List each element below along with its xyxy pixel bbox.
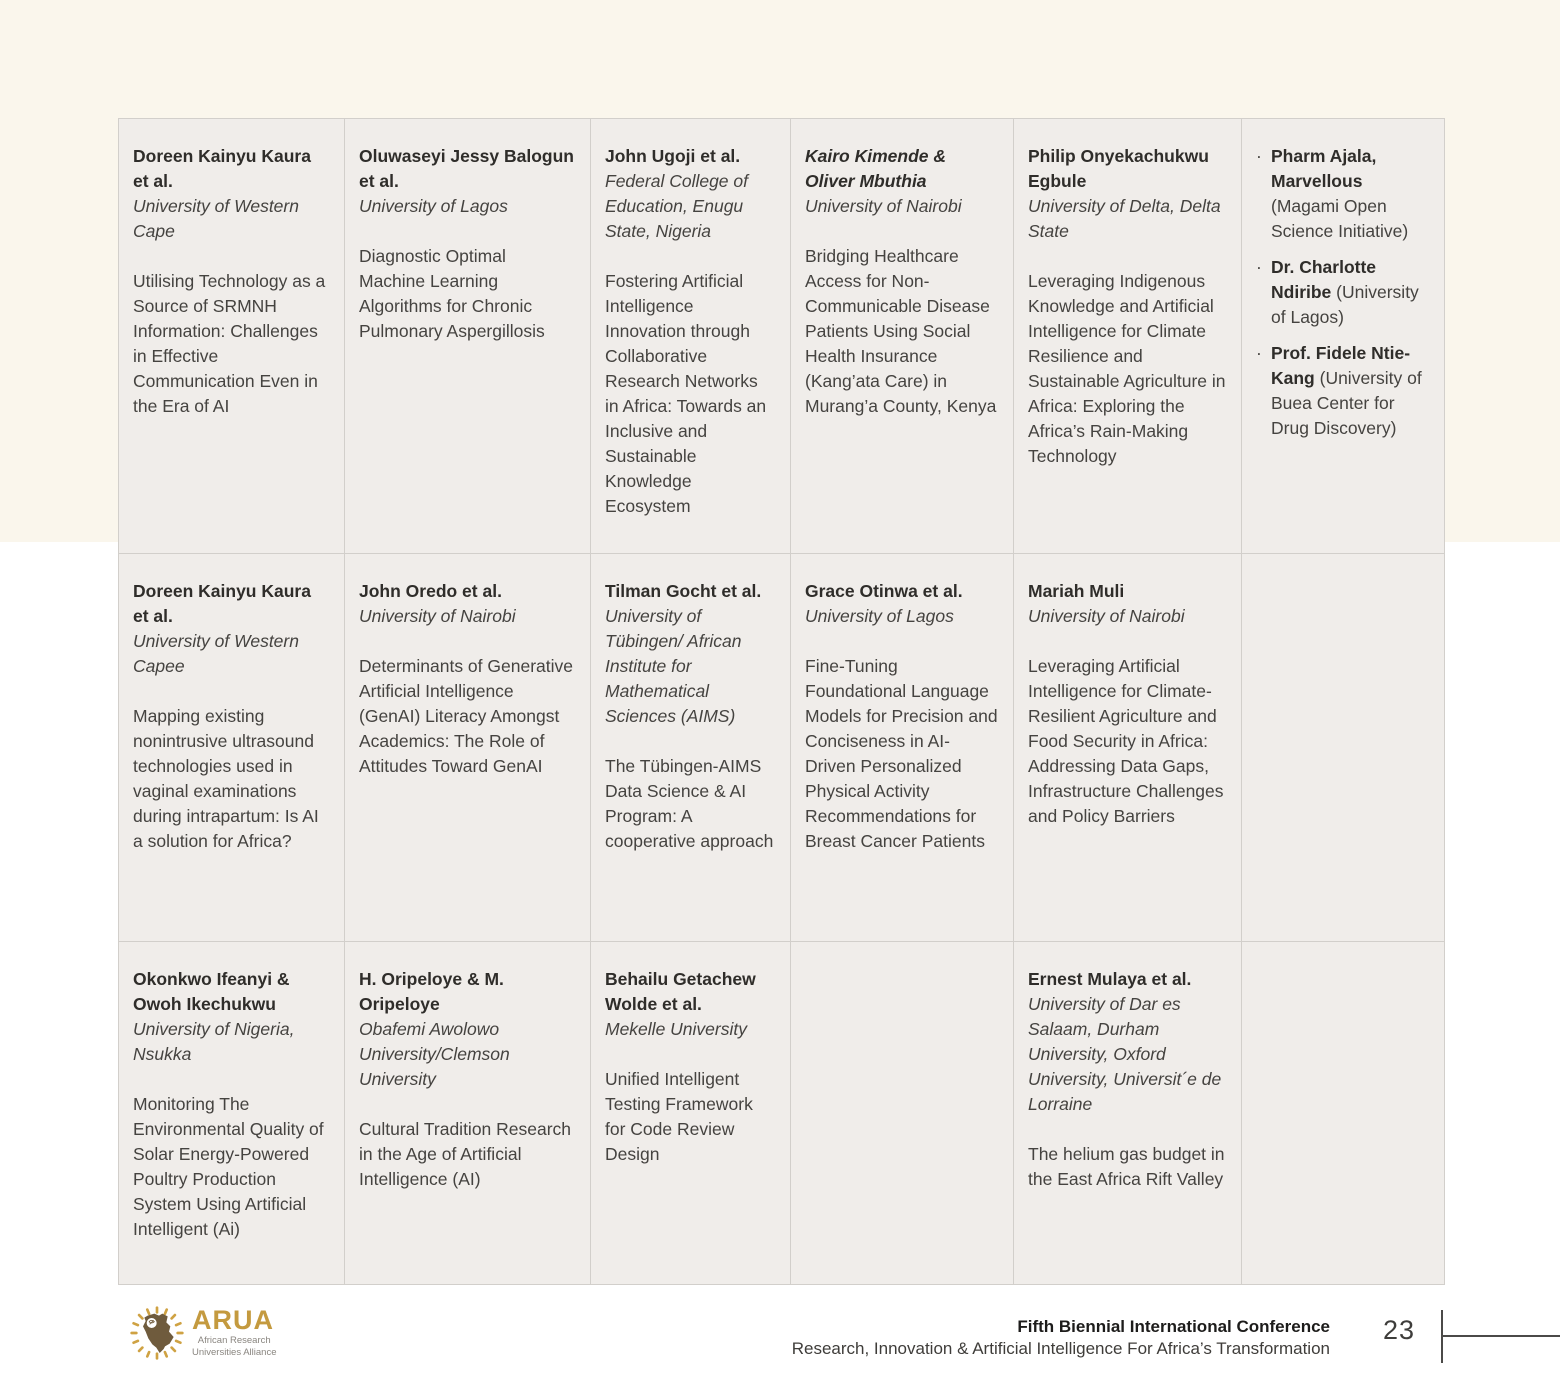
presenter-affiliation: University of Nairobi <box>1028 606 1185 626</box>
table-cell <box>791 554 1014 942</box>
chair-name: Pharm Ajala, Marvellous <box>1271 146 1377 191</box>
chair-name: Dr. Charlotte Ndiribe <box>1271 257 1377 302</box>
presenter-affiliation: University of Western Cape <box>133 196 299 241</box>
presenter-affiliation: University of Nairobi <box>359 606 516 626</box>
arua-logo <box>129 1305 276 1361</box>
bullet-icon: · <box>1256 146 1262 166</box>
paper-title: Utilising Technology as a Source of SRMNH Information: Challenges in Effective Communication Even in the Era of AI <box>133 271 326 416</box>
presenter-affiliation: University of Lagos <box>805 606 954 626</box>
presenter-name: Philip Onyekachukwu Egbule <box>1028 146 1209 191</box>
africa-silhouette <box>143 1314 174 1353</box>
table-cell <box>591 119 791 554</box>
bullet-icon: · <box>1256 257 1262 277</box>
paper-title: Diagnostic Optimal Machine Learning Algorithms for Chronic Pulmonary Aspergillosis <box>359 246 545 341</box>
paper-title: Determinants of Generative Artificial Intelligence (GenAI) Literacy Amongst Academics: The Role of Attitudes Toward GenAI <box>359 656 573 776</box>
presenter-name: John Ugoji et al. <box>605 146 741 166</box>
paper-title: Cultural Tradition Research in the Age of Artificial Intelligence (AI) <box>359 1119 572 1189</box>
arua-tagline <box>192 1335 276 1359</box>
table-cell <box>591 554 791 942</box>
paper-title: Leveraging Indigenous Knowledge and Artificial Intelligence for Climate Resilience and Sustainable Agriculture in Africa: Exploring the Africa’s Rain-Making Technology <box>1028 271 1226 466</box>
paper-title: Mapping existing nonintrusive ultrasound technologies used in vaginal examinations during intrapartum: Is AI a solution for Africa? <box>133 706 319 851</box>
table-cell <box>119 942 345 1284</box>
table-cell <box>1242 119 1444 554</box>
presenter-name: Ernest Mulaya et al. <box>1028 969 1192 989</box>
conference-title: Fifth Biennial International Conference <box>1017 1317 1330 1336</box>
bullet-icon: · <box>1256 343 1262 363</box>
chair-list-item <box>1256 255 1429 330</box>
paper-title: Monitoring The Environmental Quality of Solar Energy-Powered Poultry Production System Using Artificial Intelligent (Ai) <box>133 1094 324 1239</box>
presenter-affiliation: University of Western Capee <box>133 631 299 676</box>
presenter-name: Mariah Muli <box>1028 581 1125 601</box>
presenter-name: Oluwaseyi Jessy Balogun et al. <box>359 146 574 191</box>
presenter-name: H. Oripeloye & M. Oripeloye <box>359 969 504 1014</box>
conference-subtitle: Research, Innovation & Artificial Intelligence For Africa’s Transformation <box>791 1339 1330 1358</box>
presenter-name: Behailu Getachew Wolde et al. <box>605 969 756 1014</box>
presenter-affiliation: University of Tübingen/ African Institute for Mathematical Sciences (AIMS) <box>605 606 742 726</box>
arua-acronym: ARUA <box>192 1305 274 1335</box>
table-cell <box>1014 119 1242 554</box>
presenter-affiliation: University of Nigeria, Nsukka <box>133 1019 295 1064</box>
table-cell <box>345 942 591 1284</box>
presenter-name: Doreen Kainyu Kaura et al. <box>133 581 311 626</box>
chair-text: Pharm Ajala, Marvellous (Magami Open Science Initiative) <box>1271 146 1409 241</box>
arua-logo-icon <box>129 1305 185 1361</box>
presenter-name: Doreen Kainyu Kaura et al. <box>133 146 311 191</box>
table-cell <box>119 119 345 554</box>
page-number-mark-horizontal <box>1441 1335 1560 1337</box>
table-cell-empty <box>1242 942 1444 1284</box>
paper-title: Bridging Healthcare Access for Non-Communicable Disease Patients Using Social Health Insurance (Kang’ata Care) in Murang’a County, Kenya <box>805 246 997 416</box>
table-cell <box>791 119 1014 554</box>
paper-title: Fostering Artificial Intelligence Innovation through Collaborative Research Networks in Africa: Towards an Inclusive and Sustainable Knowledge Ecosystem <box>605 271 767 516</box>
table-cell <box>1014 554 1242 942</box>
arua-tagline-line1: African Research <box>197 1335 271 1346</box>
table-cell <box>345 554 591 942</box>
presenter-affiliation: University of Nairobi <box>805 196 962 216</box>
table-cell-empty <box>791 942 1014 1284</box>
table-cell <box>1014 942 1242 1284</box>
table-cell-empty <box>1242 554 1444 942</box>
chair-name: Prof. Fidele Ntie-Kang <box>1271 343 1411 388</box>
arua-tagline-line2: Universities Alliance <box>192 1347 277 1358</box>
paper-title: Fine-Tuning Foundational Language Models for Precision and Conciseness in AI-Driven Personalized Physical Activity Recommendations for Breast Cancer Patients <box>805 656 998 851</box>
paper-title: The helium gas budget in the East Africa Rift Valley <box>1028 1144 1225 1189</box>
presenter-affiliation: University of Lagos <box>359 196 508 216</box>
chair-list-item <box>1256 144 1429 244</box>
table-cell <box>591 942 791 1284</box>
presenter-affiliation: Federal College of Education, Enugu State, Nigeria <box>605 171 748 241</box>
presenter-name: Kairo Kimende & Oliver Mbuthia <box>805 146 946 191</box>
presenter-affiliation: University of Dar es Salaam, Durham University, Oxford University, Universit´e de Lorraine <box>1028 994 1222 1114</box>
presenter-name: Grace Otinwa et al. <box>805 581 963 601</box>
presenter-name: Okonkwo Ifeanyi & Owoh Ikechukwu <box>133 969 290 1014</box>
arua-logo-text <box>192 1307 276 1359</box>
table-cell <box>345 119 591 554</box>
paper-title: The Tübingen-AIMS Data Science & AI Program: A cooperative approach <box>605 756 774 851</box>
presenter-name: John Oredo et al. <box>359 581 502 601</box>
paper-title: Unified Intelligent Testing Framework for Code Review Design <box>605 1069 753 1164</box>
presenter-name: Tilman Gocht et al. <box>605 581 762 601</box>
footer-conference-text <box>610 1316 1330 1360</box>
presenter-affiliation: University of Delta, Delta State <box>1028 196 1221 241</box>
chair-text: Dr. Charlotte Ndiribe (University of Lagos) <box>1271 257 1419 327</box>
page-number: 23 <box>1383 1315 1416 1345</box>
presenter-affiliation: Mekelle University <box>605 1019 747 1039</box>
paper-title: Leveraging Artificial Intelligence for Climate-Resilient Agriculture and Food Security in Africa: Addressing Data Gaps, Infrastructure Challenges and Policy Barriers <box>1028 656 1224 826</box>
presenter-affiliation: Obafemi Awolowo University/Clemson University <box>359 1019 510 1089</box>
chair-list-item <box>1256 341 1429 441</box>
program-table <box>118 118 1445 1285</box>
chair-text: Prof. Fidele Ntie-Kang (University of Buea Center for Drug Discovery) <box>1271 343 1422 438</box>
table-cell <box>119 554 345 942</box>
